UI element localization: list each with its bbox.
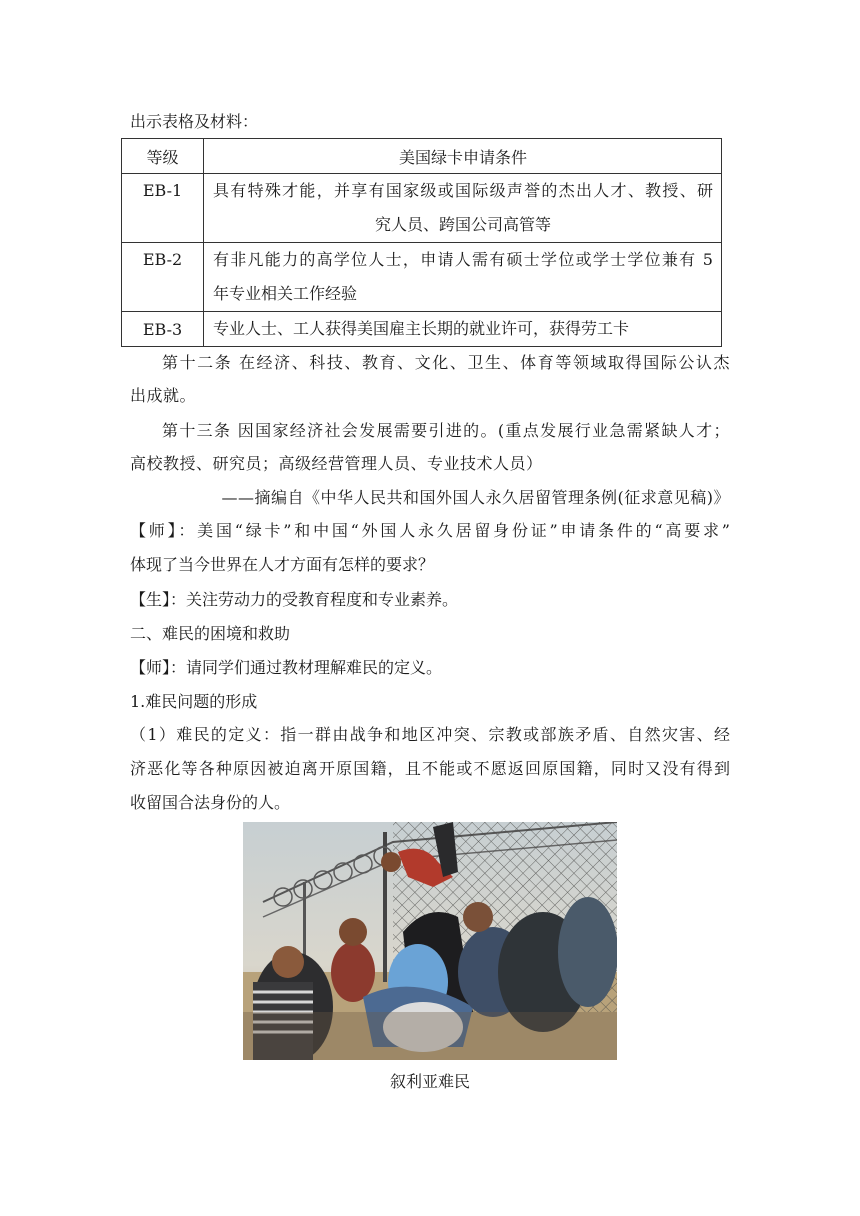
table-row — [122, 312, 722, 347]
article-12-line1: 第十二条 在经济、科技、教育、文化、卫生、体育等领域取得国际公认杰 — [162, 353, 730, 372]
table-header-grade: 等级 — [122, 139, 204, 174]
table-cell-grade — [122, 174, 204, 243]
table-header-conditions: 美国绿卡申请条件 — [204, 139, 722, 174]
table-cell-condition — [204, 174, 722, 243]
refugee-photo-illustration — [243, 822, 617, 1060]
table-cell-condition — [204, 312, 722, 347]
teacher-question-line1: 【师】：美国“绿卡”和中国“外国人永久居留身份证”申请条件的“高要求” — [130, 521, 730, 540]
grade-label: EB-1 — [142, 181, 183, 200]
section-heading: 二、难民的困境和救助 — [130, 624, 291, 643]
condition-line: 究人员、跨国公司高管等 — [374, 215, 551, 234]
grade-label: EB-2 — [142, 250, 183, 269]
article-12-line2: 出成就。 — [130, 386, 197, 405]
subsection-heading: 1.难民问题的形成 — [130, 692, 258, 711]
definition-line2: 济恶化等各种原因被迫离开原国籍，且不能或不愿返回原国籍，同时又没有得到 — [130, 759, 730, 778]
table-row — [122, 243, 722, 312]
table-header-row — [122, 139, 722, 174]
teacher-question-line2: 体现了当今世界在人才方面有怎样的要求？ — [130, 555, 435, 574]
teacher-question: 【师】：请同学们通过教材理解难民的定义。 — [130, 658, 443, 677]
photo-caption: 叙利亚难民 — [389, 1072, 470, 1091]
table-cell-grade — [122, 243, 204, 312]
student-answer: 【生】：关注劳动力的受教育程度和专业素养。 — [130, 590, 459, 609]
source-citation: ——摘编自《中华人民共和国外国人永久居留管理条例(征求意见稿)》 — [221, 488, 730, 507]
definition-line1: （1）难民的定义：指一群由战争和地区冲突、宗教或部族矛盾、自然灾害、经 — [130, 725, 730, 744]
table-cell-condition — [204, 243, 722, 312]
definition-line3: 收留国合法身份的人。 — [130, 793, 291, 812]
refugee-photo — [243, 822, 617, 1060]
condition-line: 具有特殊才能，并享有国家级或国际级声誉的杰出人才、教授、研 — [213, 181, 713, 200]
table-row — [122, 174, 722, 243]
condition-line: 有非凡能力的高学位人士，申请人需有硕士学位或学士学位兼有 5 — [213, 250, 713, 269]
article-13-line2: 高校教授、研究员；高级经营管理人员、专业技术人员） — [130, 454, 543, 473]
intro-text: 出示表格及材料： — [130, 112, 259, 131]
table-cell-grade: EB-3 — [122, 312, 204, 347]
condition-line: 年专业相关工作经验 — [213, 284, 358, 303]
article-13-line1: 第十三条 因国家经济社会发展需要引进的。(重点发展行业急需紧缺人才； — [162, 421, 730, 440]
green-card-table — [121, 138, 722, 347]
condition-line: 专业人士、工人获得美国雇主长期的就业许可，获得劳工卡 — [213, 319, 630, 338]
